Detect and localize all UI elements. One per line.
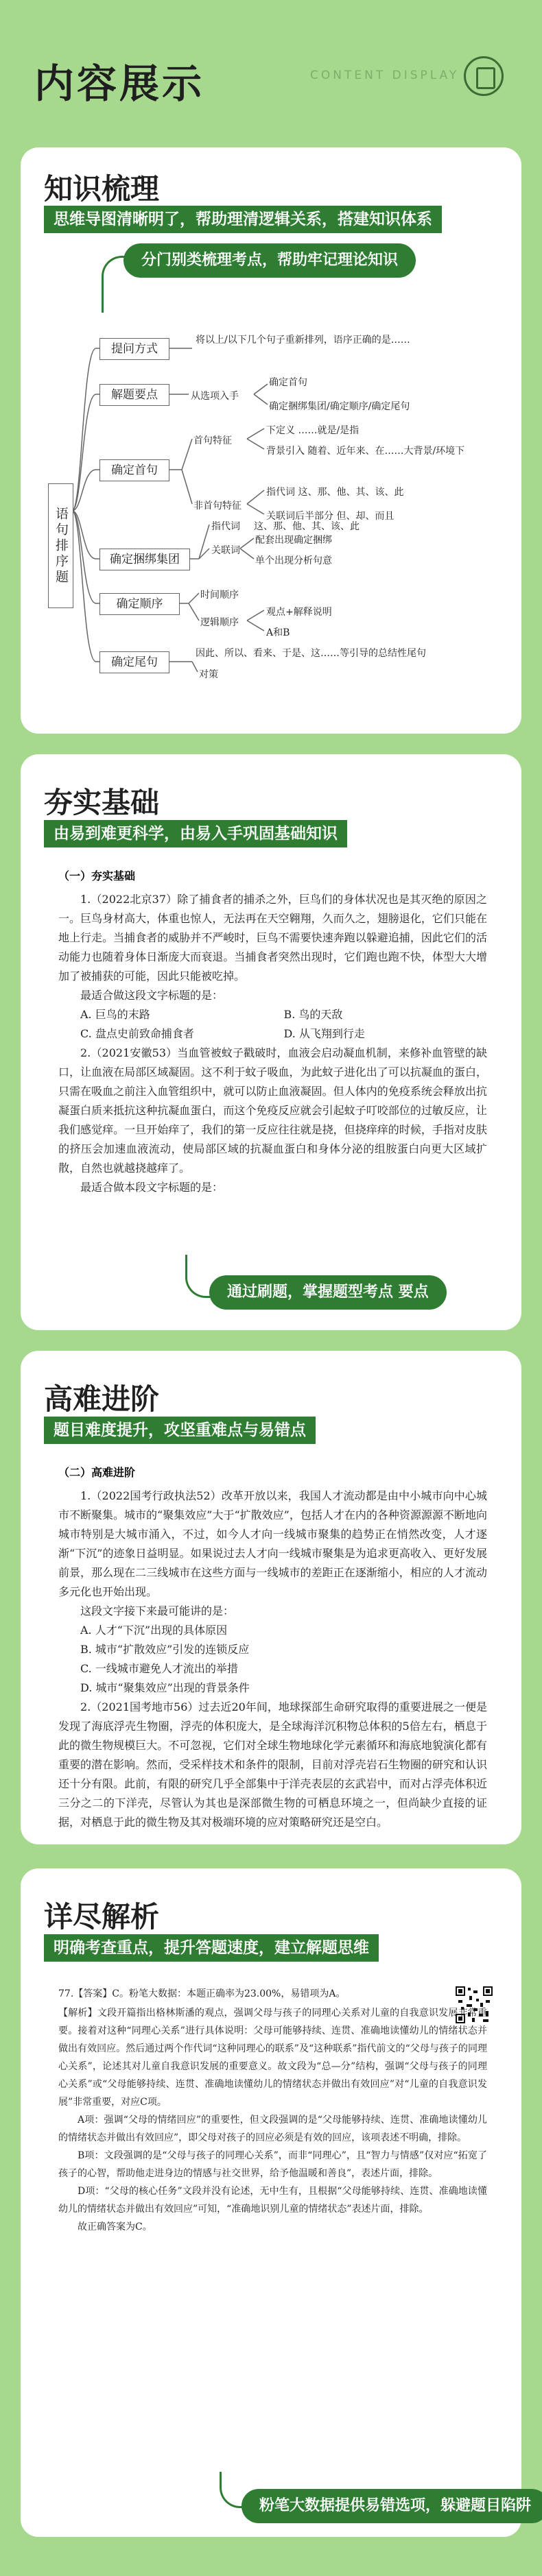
option: C. 盘点史前致命捕食者	[80, 1027, 194, 1040]
mindmap-node: 确定尾句	[99, 651, 169, 673]
option: C. 一线城市避免人才流出的举措	[80, 1662, 238, 1675]
section-title: 详尽解析	[44, 1900, 160, 1934]
question-paragraph: 2.（2021安徽53）当血管被蚊子戳破时，血液会启动凝血机制，来修补血管壁的缺口，让血液在局部区域凝固。这不利于蚊子吸血，为此蚊子进化出了可以抗凝血的蛋白，只需在吸血之前注入血管组织中，就可以防止血液凝固。但人体内的免疫系统会释放出抗凝蛋白质来抵抗这种抗凝血蛋白，而这个免疫反应就会引起蚊子叮咬部位的过敏反应，让我们感觉痒。一旦开始痒了，我们的第一反应往往就是挠，但挠痒痒的时候，手指对皮肤的挤压会加速血液流动，使局部区域的抗凝血蛋白和身体分泌的组胺蛋白向更大区域扩散，自然也就越挠越痒了。	[58, 1046, 487, 1175]
option: D. 城市“聚集效应”出现的背景条件	[80, 1681, 250, 1694]
question-paragraph: 1.（2022国考行政执法52）改革开放以来，我国人才流动都是由中小城市向中心城市不断聚集。城市的“聚集效应”大于“扩散效应”，包括人才在内的各种资源源源不断地向城市特别是大城市涌入，不过，如今人才向一线城市聚集的趋势正在悄然改变，人才逐渐“下沉”的迹象日益明显。如果说过去人才向一线城市聚集是为追求更高收入、更好发展前景，那么现在二三线城市在这些方面与一线城市的差距正在逐渐缩小，相应的人才流动多元化也开始出现。	[58, 1489, 487, 1598]
mindmap-leaf: 单个出现分析句意	[255, 555, 332, 566]
question-paragraph: 1.（2022北京37）除了捕食者的捕杀之外，巨鸟们的身体状况也是其灭绝的原因之一。巨鸟身材高大，体重也惊人，无法再在天空翱翔，久而久之，翅膀退化，它们只能在地上行走。当捕食者的威胁并不严峻时，巨鸟不需要快速奔跑以躲避追捕，因此它们的活动能力也随着身体日渐庞大而衰退。当捕食者突然出现时，它们跑也跑不快，体型大大增加了被捕获的可能，因此只能被吃掉。	[58, 893, 487, 983]
analysis-paragraph: D项：“父母的核心任务”文段并没有论述，无中生有，且根据“父母能够持续、连贯、准确地读懂幼儿的情绪状态并做出有效回应”可知，“准确地识别儿童的情绪状态”表述片面，排除。	[58, 2186, 487, 2215]
mindmap-note: 将以上/以下几个句子重新排列，语序正确的是……	[196, 335, 410, 346]
analysis-excerpt	[58, 1985, 449, 2003]
answer-line: 77.【答案】C。粉笔大数据：本题正确率为23.00%，易错项为A。	[58, 1988, 346, 1999]
mindmap-node: 解题要点	[99, 384, 169, 406]
section-banner: 思维导图清晰明了，帮助理清逻辑关系，搭建知识体系	[44, 206, 442, 233]
analysis-paragraph: B项：文段强调的是“父母与孩子的同理心关系”，而非“同理心”，且“智力与情感”仅对应“拓宽了孩子的心智，帮助他走进身边的情感与社交世界，给予他温暖和善良”，表述片面，排除。	[58, 2150, 487, 2179]
mindmap-root: 语句排序题	[48, 483, 73, 608]
mindmap-node: 确定捆绑集团	[99, 549, 190, 570]
document-excerpt	[58, 867, 487, 1197]
mindmap-leaf: 关联词	[211, 545, 240, 556]
mindmap-leaf: 指代词 这、那、他、其、该、此	[266, 487, 404, 498]
mindmap-leaf: 对策	[199, 669, 218, 680]
page-subtitle-en: CONTENT DISPLAY	[310, 69, 460, 82]
section-title: 知识梳理	[44, 172, 160, 206]
section-banner: 由易到难更科学，由易入手巩固基础知识	[44, 820, 347, 847]
callout-bubble: 通过刷题，掌握题型考点 要点	[209, 1275, 447, 1310]
mindmap-node: 提问方式	[99, 338, 169, 360]
mindmap-leaf: 这、那、他、其、该、此	[254, 521, 360, 532]
mindmap-node: 确定首句	[99, 459, 169, 481]
mindmap-node: 确定顺序	[99, 593, 180, 615]
question-prompt: 最适合做本段文字标题的是：	[80, 1181, 224, 1194]
section-knowledge	[21, 147, 521, 734]
analysis-body	[58, 2004, 487, 2236]
mindmap-leaf: 逻辑顺序	[200, 617, 239, 628]
mindmap-leaf: 确定捆绑集团/确定顺序/确定尾句	[269, 401, 410, 412]
book-icon	[464, 56, 504, 96]
option: B. 城市“扩散效应”引发的连锁反应	[80, 1643, 250, 1656]
option: B. 鸟的天敌	[283, 1008, 343, 1021]
section-foundation	[21, 754, 521, 1330]
options-grid	[58, 1005, 487, 1044]
document-excerpt	[58, 1464, 487, 1832]
excerpt-heading: （一）夯实基础	[58, 869, 136, 882]
mindmap-leaf: 确定首句	[269, 377, 307, 388]
mindmap-leaf: 下定义 ……就是/是指	[266, 425, 360, 436]
option: D. 从飞翔到行走	[283, 1027, 365, 1040]
question-prompt: 最适合做这段文字标题的是：	[80, 989, 224, 1002]
excerpt-heading: （二）高难进阶	[58, 1466, 136, 1479]
options-list	[58, 1621, 487, 1698]
section-title: 夯实基础	[44, 786, 160, 819]
mindmap-note: 因此、所以、看来、于是、这……等引导的总结性尾句	[196, 648, 426, 659]
question-paragraph: 2.（2021国考地市56）过去近20年间，地球探部生命研究取得的重要进展之一便是发现了海底浮壳生物圈，浮壳的体积庞大，是全球海洋沉积物总体积的5倍左右，栖息于此的微生物规模巨大。不可忽视，它们对全球生物地球化学元素循环和海底地貌演化都有重要的潜在影响。然而，受采样技术和条件的限制，目前对浮壳岩石生物圈的研究和认识还十分有限。此前，有限的研究几乎全部集中于洋壳表层的玄武岩中，而对占浮壳体积近三分之二的下洋壳，尽管认为其也是深部微生物的可栖息环境之一，但尚缺少直接的证据，对栖息于此的微生物及其对极端环境的应对策略研究还是空白。	[58, 1700, 487, 1829]
mindmap-leaf: 观点+解释说明	[266, 607, 332, 618]
mindmap-leaf: 非首句特征	[193, 501, 241, 511]
page-title: 内容展示	[34, 60, 205, 107]
mindmap-leaf: 关联词后半部分 但、却、而且	[266, 511, 394, 522]
section-title: 高难进阶	[44, 1382, 160, 1416]
mindmap-leaf: 从选项入手	[191, 391, 239, 402]
mindmap-leaf: 首句特征	[193, 435, 232, 446]
callout-bubble: 粉笔大数据提供易错选项，躲避题目陷阱	[241, 2489, 542, 2523]
question-prompt: 这段文字接下来最可能讲的是：	[80, 1604, 235, 1617]
page-header	[0, 0, 542, 144]
mindmap-leaf: 背景引入 随着、近年来、在……大背景/环境下	[266, 446, 465, 457]
analysis-conclusion: 故正确答案为C。	[78, 2222, 152, 2232]
analysis-paragraph: A项：强调“父母的情绪回应”的重要性，但文段强调的是“父母能够持续、连贯、准确地读懂幼儿的情绪状态并做出有效回应”，即父母对孩子的回应必须是有效的回应，该项表述不明确，排除。	[58, 2115, 487, 2143]
mindmap-leaf: 时间顺序	[200, 590, 239, 601]
mindmap-leaf: 指代词	[211, 521, 240, 532]
mindmap-leaf: A和B	[266, 627, 290, 638]
section-analysis	[21, 1868, 532, 2537]
analysis-paragraph: 【解析】文段开篇指出格林斯潘的观点，强调父母与孩子的同理心关系对儿童的自我意识发展非常重要。接着对这种“同理心关系”进行具体说明：父母可能够持续、连贯、准确地读懂幼儿的情绪状态并做出有效回应。然后通过两个作代词“这种同理心的联系”及“这种联系”指代前文的“父母与孩子的同理心关系”，论述其对儿童自我意识发展的重要意义。故文段为“总—分”结构，强调“父母与孩子的同理心关系”或“父母能够持续、连贯、准确地读懂幼儿的情绪状态并做出有效回应”对“儿童的自我意识发展”非常重要，对应C项。	[58, 2008, 487, 2108]
mindmap-leaf: 配套出现确定捆绑	[255, 535, 332, 546]
section-banner: 明确考查重点，提升答题速度，建立解题思维	[44, 1934, 379, 1962]
callout-bubble: 分门别类梳理考点，帮助牢记理论知识	[123, 243, 416, 278]
section-banner: 题目难度提升，攻坚重难点与易错点	[44, 1417, 316, 1444]
section-advanced	[21, 1351, 521, 1844]
option: A. 人才“下沉”出现的具体原因	[80, 1624, 228, 1637]
option: A. 巨鸟的末路	[80, 1008, 150, 1021]
